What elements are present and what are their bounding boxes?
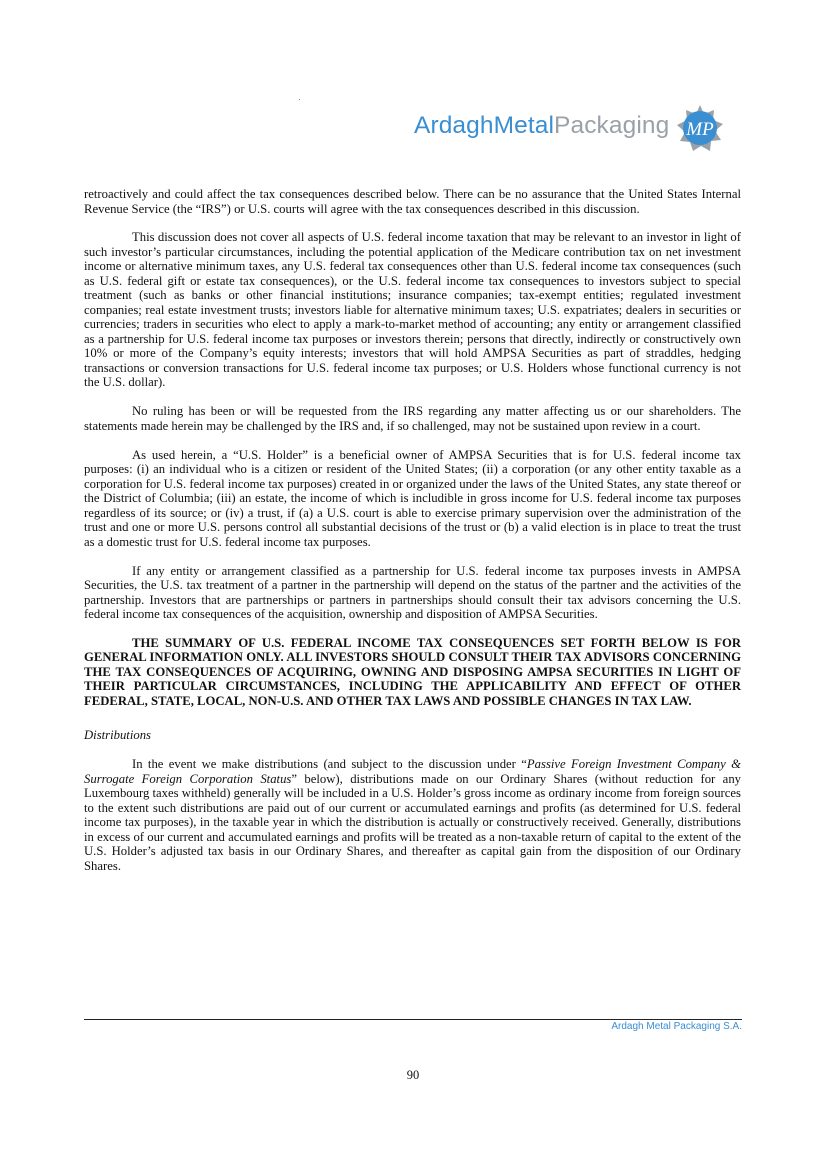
logo-word-packaging: Packaging [554,112,670,139]
distributions-text-rest: ” below), distributions made on our Ordinary Shares (without reduction for any Luxembourg taxes withheld) generally will be included in a U.S. Holder’s gross income as ordinary income from foreign sources to the extent such distributions are paid out of our current or accumulated earnings and profits (as determined for U.S. federal income tax purposes), in the taxable year in which the distribution is actually or constructively received. Generally, distributions in excess of our current and accumulated earnings and profits will be treated as a non-taxable return of capital to the extent of the U.S. Holder’s adjusted tax basis in our Ordinary Shares, and thereafter as capital gain from the disposition of our Ordinary Shares. [84,771,742,873]
paragraph-summary-disclaimer: THE SUMMARY OF U.S. FEDERAL INCOME TAX CONSEQUENCES SET FORTH BELOW IS FOR GENERAL INFORMATION ONLY. ALL INVESTORS SHOULD CONSULT THEIR TAX ADVISORS CONCERNING THE TAX CONSEQUENCES OF ACQUIRING, OWNING AND DISPOSING AMPSA SECURITIES IN LIGHT OF THEIR PARTICULAR CIRCUMSTANCES, INCLUDING THE APPLICABILITY AND EFFECT OF OTHER FEDERAL, STATE, LOCAL, NON-U.S. AND OTHER TAX LAWS AND POSSIBLE CHANGES IN TAX LAW. [84,635,741,708]
logo-word-ardagh: Ardagh [414,112,494,139]
paragraph-distributions [84,757,741,873]
distributions-cross-reference: Passive Foreign Investment Company & Surrogate Foreign Corporation Status [84,757,741,786]
paragraph-irs-ruling: No ruling has been or will be requested from the IRS regarding any matter affecting us or our shareholders. The statements made herein may be challenged by the IRS and, if so challenged, may not be sustained upon review in a court. [84,404,741,433]
logo-mark-letters: MP [686,119,714,140]
stray-dot [299,99,300,100]
footer-divider [84,1019,742,1020]
distributions-text-start: In the event we make distributions (and subject to the discussion under “ [132,757,527,772]
logo-wordmark [414,112,669,140]
company-logo [414,104,726,152]
logo-word-metal: Metal [493,112,555,139]
document-body [84,187,741,888]
paragraph-scope: This discussion does not cover all aspects of U.S. federal income taxation that may be relevant to an investor in light of such investor’s particular circumstances, including the potential application of the Medicare contribution tax on net investment income or alternative minimum taxes, any U.S. federal tax consequences other than U.S. federal income tax consequences (such as U.S. federal gift or estate tax consequences), or the U.S. federal income tax consequences to investors subject to special treatment (such as banks or other financial institutions; insurance companies; tax-exempt entities; regulated investment companies; real estate investment trusts; investors liable for alternative minimum taxes; U.S. expatriates; dealers in securities or currencies; traders in securities who elect to apply a mark-to-market method of accounting; any entity or arrangement classified as a partnership for U.S. federal income tax purposes or investors therein; persons that directly, indirectly or constructively own 10% or more of the Company’s equity interests; investors that will hold AMPSA Securities as part of straddles, hedging transactions or conversion transactions for U.S. federal income tax purposes; or U.S. Holders whose functional currency is not the U.S. dollar). [84,230,741,390]
section-heading-distributions: Distributions [84,728,151,743]
logo-mark-icon [676,104,724,152]
footer-company-name: Ardagh Metal Packaging S.A. [611,1021,742,1032]
paragraph-us-holder-definition: As used herein, a “U.S. Holder” is a beneficial owner of AMPSA Securities that is for U.S. federal income tax purposes: (i) an individual who is a citizen or resident of the United States; (ii) a corporation (or any other entity taxable as a corporation for U.S. federal income tax purposes) created in or organized under the laws of the United States, any state thereof or the District of Columbia; (iii) an estate, the income of which is includible in gross income for U.S. federal income tax purposes regardless of its source; or (iv) a trust, if (a) a U.S. court is able to exercise primary supervision over the administration of the trust and one or more U.S. persons control all substantial decisions of the trust or (b) a valid election is in place to treat the trust as a domestic trust for U.S. federal income tax purposes. [84,447,741,549]
paragraph-continuation: retroactively and could affect the tax consequences described below. There can be no assurance that the United States Internal Revenue Service (the “IRS”) or U.S. courts will agree with the tax consequences described in this discussion. [84,187,741,216]
page-number: 90 [406,1068,420,1082]
paragraph-partnerships: If any entity or arrangement classified as a partnership for U.S. federal income tax purposes invests in AMPSA Securities, the U.S. tax treatment of a partner in the partnership will depend on the status of the partner and the activities of the partnership. Investors that are partnerships or partners in partnerships should consult their tax advisors concerning the U.S. federal income tax consequences of the acquisition, ownership and disposition of AMPSA Securities. [84,563,741,622]
